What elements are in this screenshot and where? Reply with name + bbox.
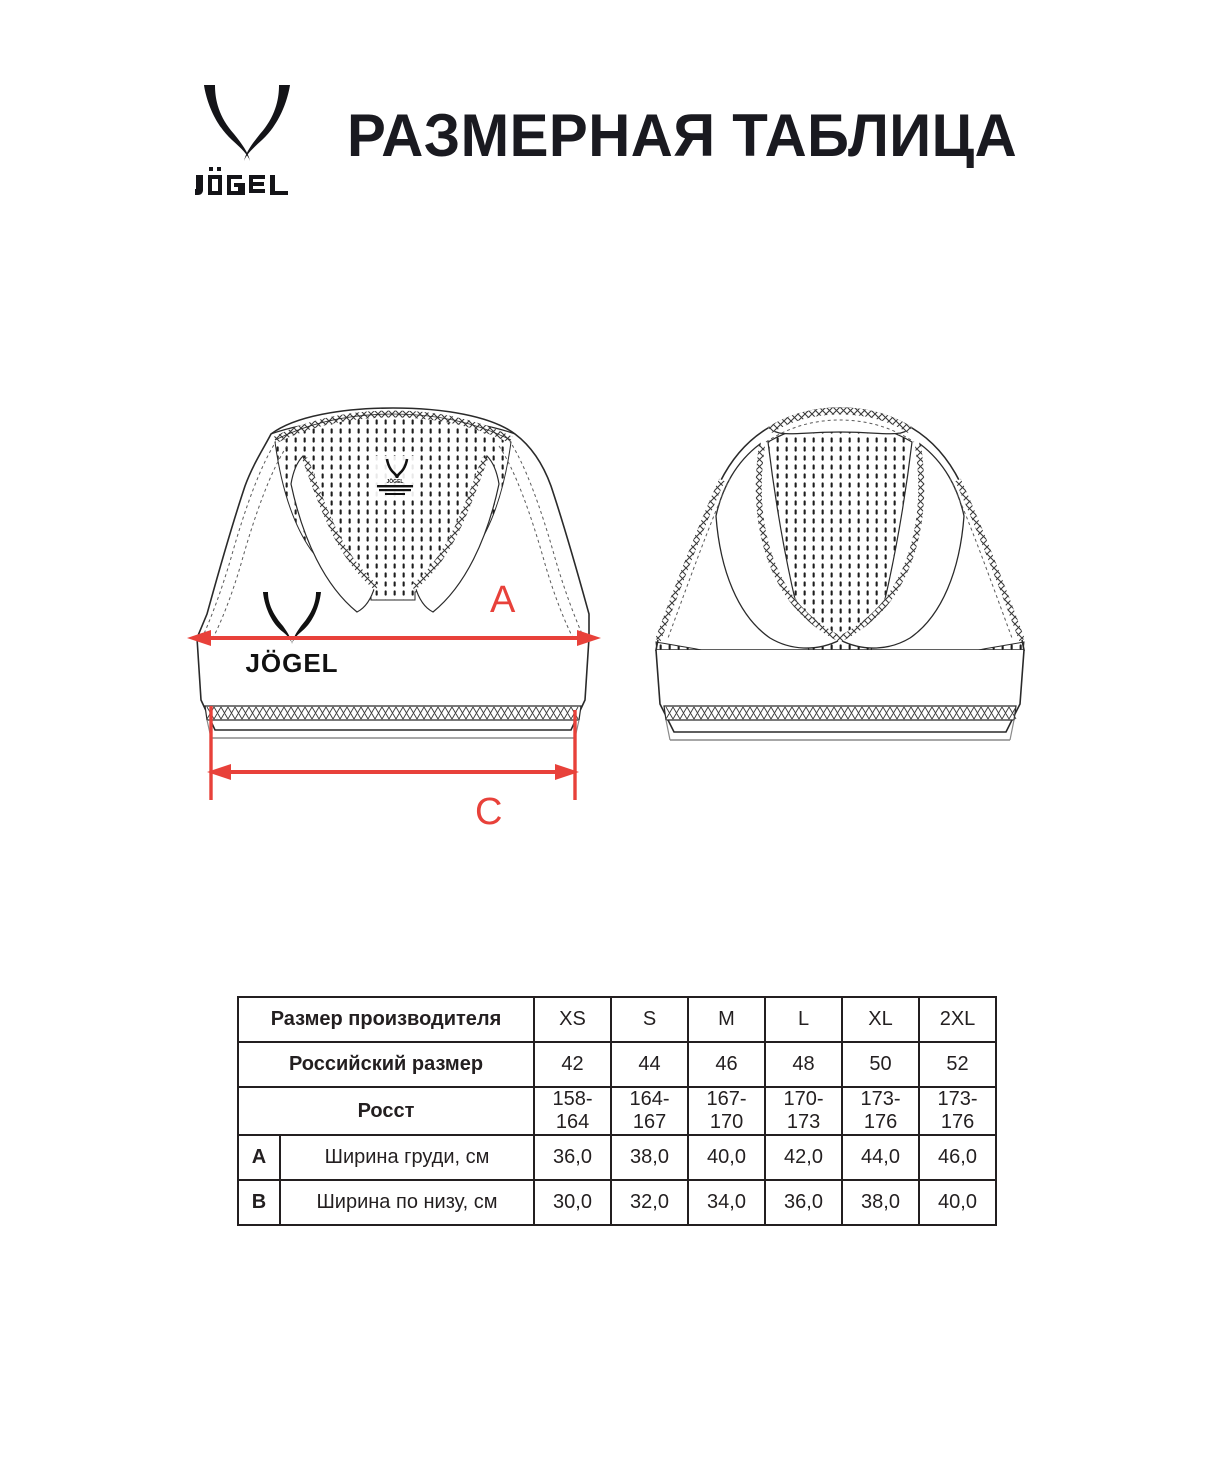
back-hem-elastic-band [664,706,1016,720]
measure-name-cell: Ширина по низу, см [280,1180,534,1225]
svg-text:JÖGEL: JÖGEL [245,648,339,678]
table-cell: 164-167 [611,1087,688,1135]
table-cell: M [688,997,765,1042]
table-cell: 167-170 [688,1087,765,1135]
table-cell: 2XL [919,997,996,1042]
jogel-wordmark-icon [194,166,300,200]
table-cell: 40,0 [919,1180,996,1225]
jogel-logo [193,82,301,204]
table-row [238,1180,996,1225]
table-cell: 38,0 [611,1135,688,1180]
table-cell: 36,0 [534,1135,611,1180]
measure-key-cell: B [238,1180,280,1225]
table-cell: XL [842,997,919,1042]
table-cell: 170-173 [765,1087,842,1135]
table-row [238,1042,996,1087]
table-cell: S [611,997,688,1042]
table-cell: 34,0 [688,1180,765,1225]
table-cell: 48 [765,1042,842,1087]
table-cell: 52 [919,1042,996,1087]
table-cell: 173-176 [842,1087,919,1135]
measure-name-cell: Ширина груди, см [280,1135,534,1180]
table-cell: 38,0 [842,1180,919,1225]
measure-a-label: A [490,579,516,621]
measure-c-label: C [475,791,503,833]
care-label-icon [371,456,419,498]
garment-front-view [175,400,615,860]
table-cell: 36,0 [765,1180,842,1225]
page-title: РАЗМЕРНАЯ ТАБЛИЦА [346,102,1017,169]
table-row [238,1087,996,1135]
row-header-cell: Размер производителя [238,997,534,1042]
size-table-container [237,996,995,1226]
svg-text:JÖGEL: JÖGEL [386,479,404,485]
table-cell: L [765,997,842,1042]
table-cell: 46 [688,1042,765,1087]
measure-key-cell: A [238,1135,280,1180]
garment-front-logo [245,592,338,678]
table-cell: 40,0 [688,1135,765,1180]
garment-illustrations [0,400,1230,870]
jogel-v-mark-icon [198,82,296,164]
row-header-cell: Российский размер [238,1042,534,1087]
table-cell: 158-164 [534,1087,611,1135]
table-row [238,997,996,1042]
table-cell: XS [534,997,611,1042]
table-row [238,1135,996,1180]
page-header [0,78,1230,208]
table-cell: 46,0 [919,1135,996,1180]
table-cell: 30,0 [534,1180,611,1225]
hem-elastic-band [205,706,581,720]
garment-back-view [630,400,1050,800]
table-cell: 32,0 [611,1180,688,1225]
row-header-cell: Росст [238,1087,534,1135]
table-cell: 173-176 [919,1087,996,1135]
size-table [237,996,997,1226]
table-cell: 44,0 [842,1135,919,1180]
table-cell: 42 [534,1042,611,1087]
table-cell: 50 [842,1042,919,1087]
table-cell: 42,0 [765,1135,842,1180]
table-cell: 44 [611,1042,688,1087]
